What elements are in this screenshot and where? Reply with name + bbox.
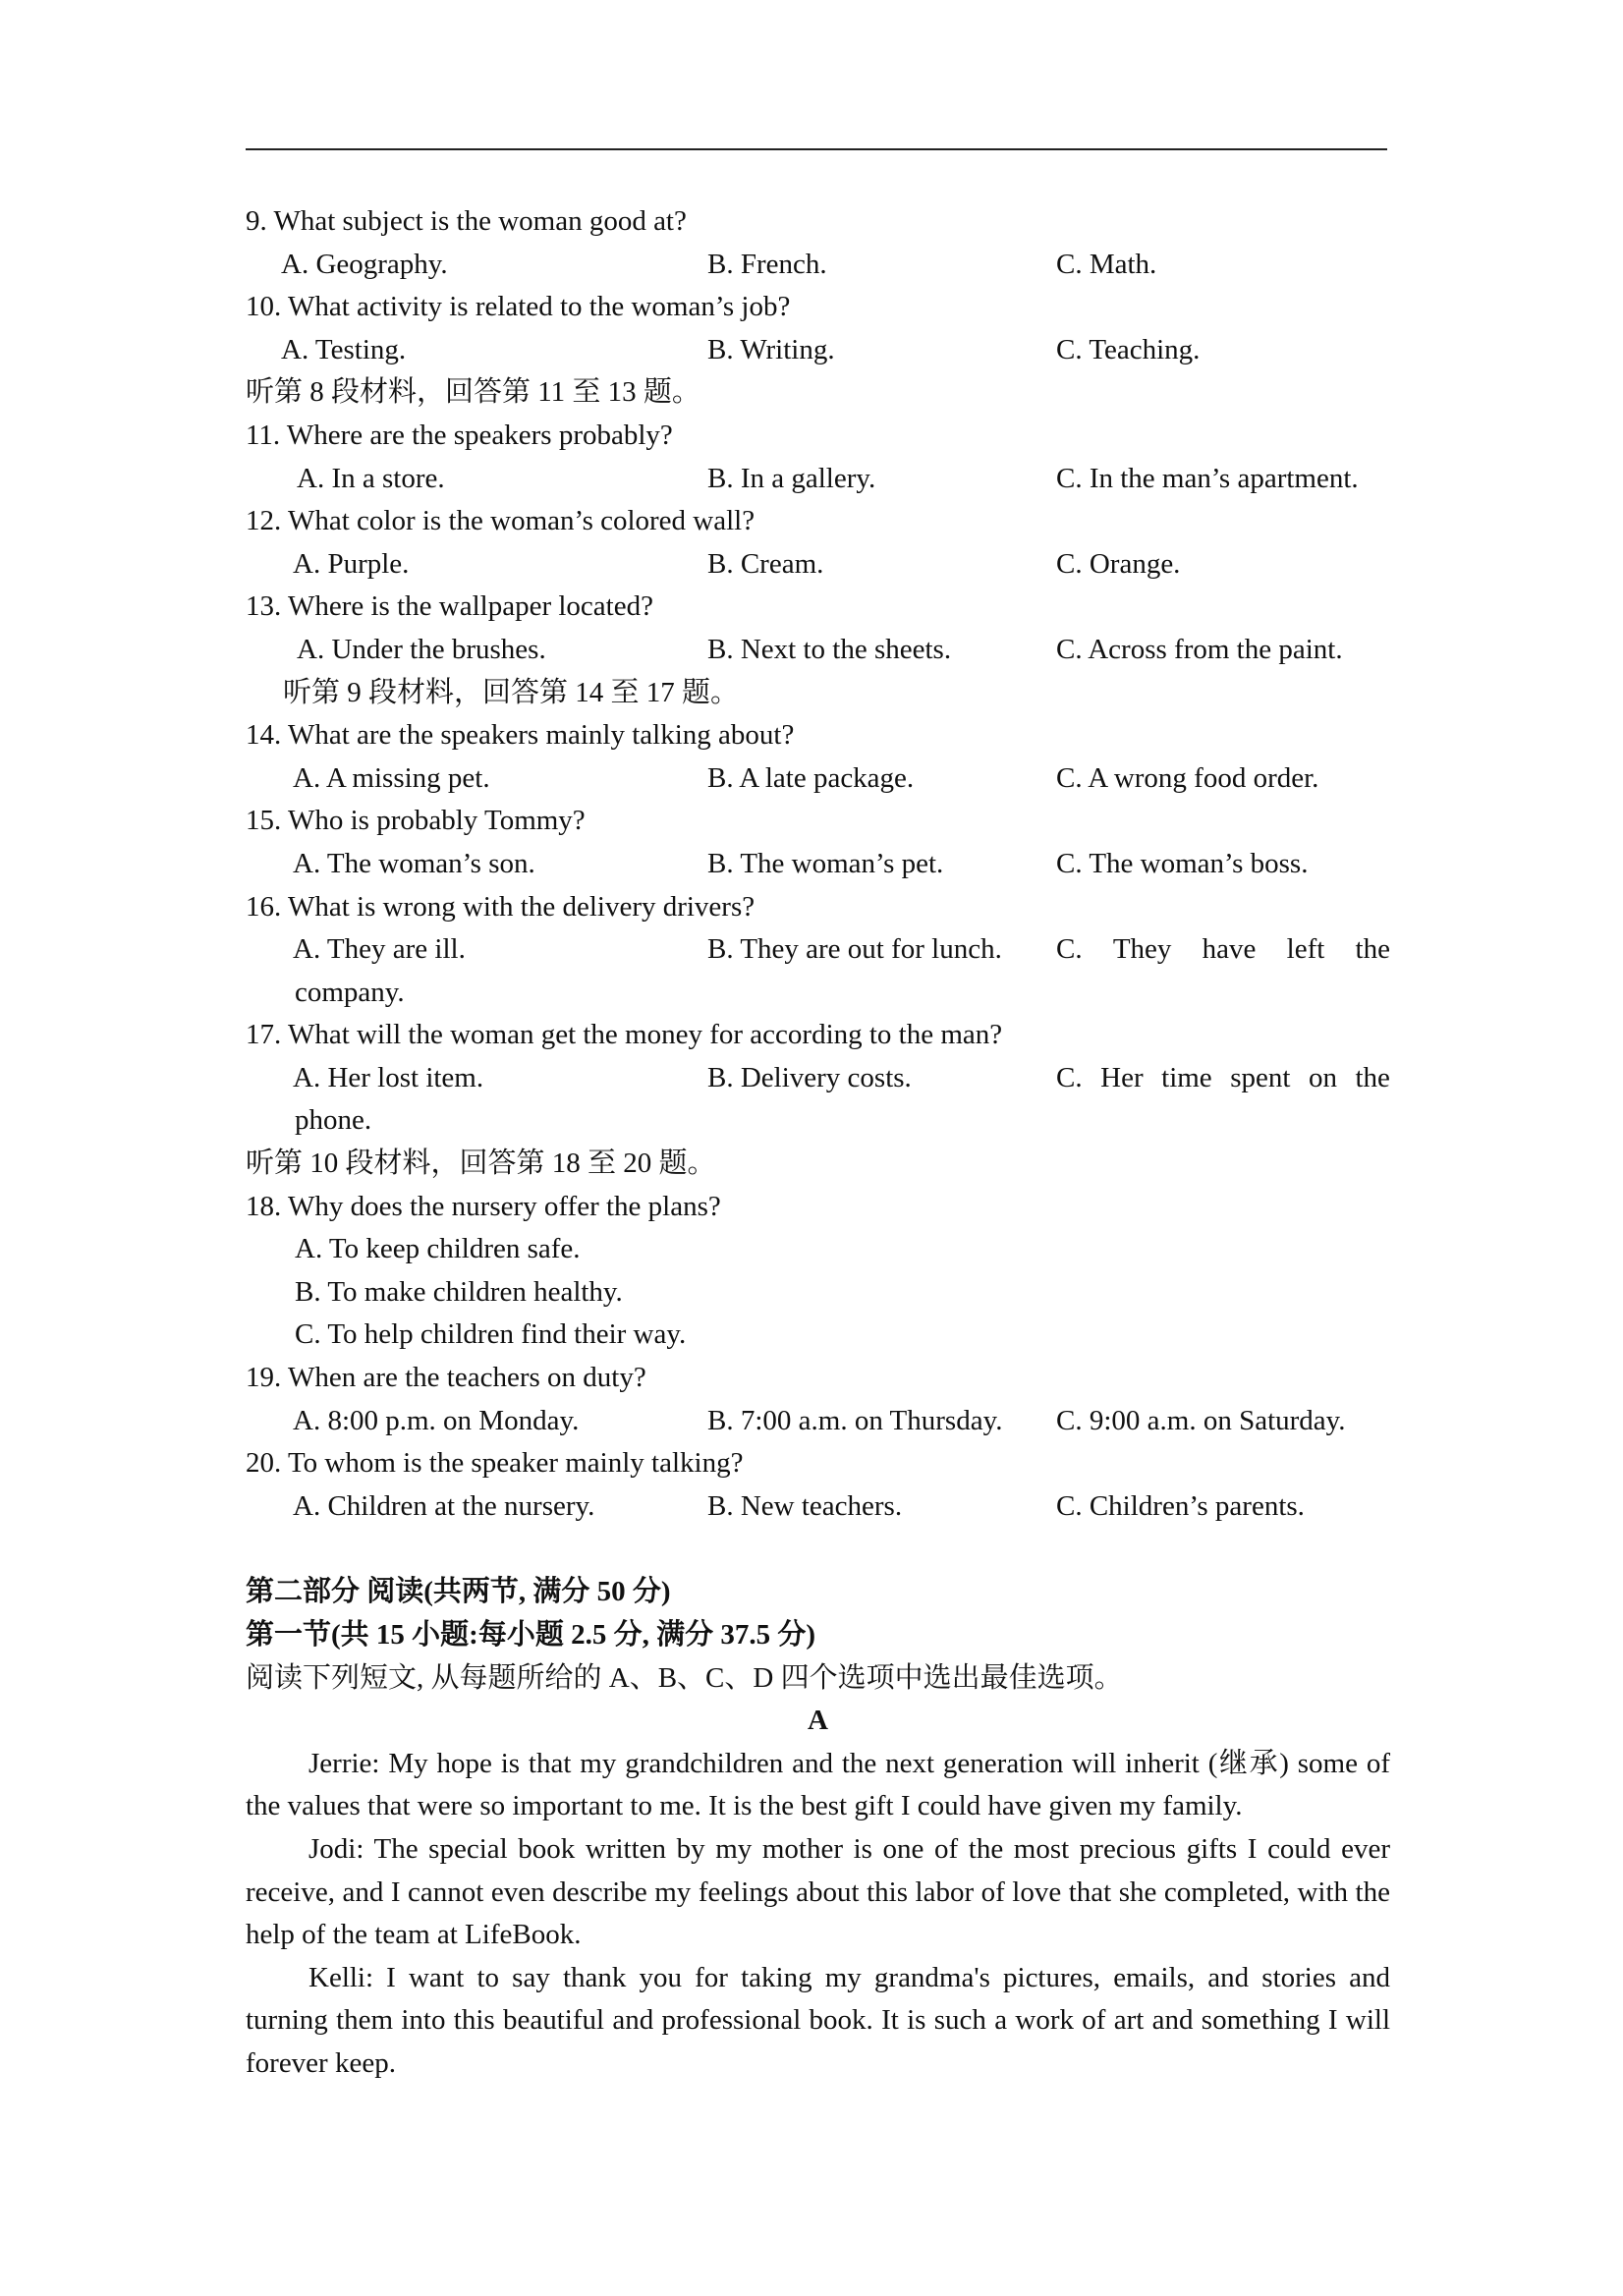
option-c: C. A wrong food order.	[1056, 761, 1319, 794]
question-19	[246, 1357, 1390, 1442]
passage-paragraph: Jodi: The special book written by my mother is one of the most precious gifts I could ever receive, and I cannot even describe my feelings about this labor of love that she completed, with the help of the team at LifeBook.	[246, 1832, 1390, 1951]
option-c: C. Orange.	[1056, 547, 1181, 580]
option-b: B. French.	[707, 248, 827, 280]
listening-note-9: 听第 9 段材料，回答第 14 至 17 题。	[283, 676, 740, 708]
question-20	[246, 1442, 1390, 1528]
question-stem: 14. What are the speakers mainly talking about?	[246, 719, 795, 752]
option-c-word: Her	[1100, 1061, 1144, 1093]
header-rule	[246, 148, 1387, 150]
option-a: A. To keep children safe.	[295, 1233, 581, 1265]
listening-note-8: 听第 8 段材料，回答第 11 至 13 题。	[246, 376, 700, 409]
question-11	[246, 415, 1390, 500]
question-18	[246, 1186, 1390, 1357]
option-c: C. Children’s parents.	[1056, 1489, 1305, 1522]
option-c-word: on	[1308, 1061, 1337, 1093]
question-10	[246, 286, 1390, 371]
question-12	[246, 500, 1390, 586]
question-stem: 15. Who is probably Tommy?	[246, 805, 586, 837]
option-b: B. New teachers.	[707, 1489, 903, 1522]
option-a: A. Her lost item.	[293, 1061, 484, 1093]
option-c: C. To help children find their way.	[295, 1318, 687, 1351]
question-15	[246, 800, 1390, 885]
question-stem: 13. Where is the wallpaper located?	[246, 590, 653, 623]
question-stem: 19. When are the teachers on duty?	[246, 1362, 646, 1394]
option-a: A. The woman’s son.	[293, 847, 535, 879]
passage-label: A	[808, 1705, 828, 1737]
question-stem: 18. Why does the nursery offer the plans?	[246, 1190, 721, 1222]
option-c-word: have	[1202, 933, 1257, 966]
question-17	[246, 1014, 1390, 1143]
question-14	[246, 714, 1390, 800]
question-stem: 16. What is wrong with the delivery drivers?	[246, 890, 756, 923]
option-b: B. The woman’s pet.	[707, 847, 944, 879]
option-c: C. The woman’s boss.	[1056, 847, 1309, 879]
option-c-word: C.	[1056, 933, 1083, 966]
option-b: B. They are out for lunch.	[707, 933, 1002, 966]
option-c: C. 9:00 a.m. on Saturday.	[1056, 1404, 1346, 1436]
section-instruction: 阅读下列短文, 从每题所给的 A、B、C、D 四个选项中选出最佳选项。	[246, 1661, 1123, 1694]
option-a: A. Purple.	[293, 547, 410, 580]
section-title: 第一节(共 15 小题:每小题 2.5 分, 满分 37.5 分)	[246, 1619, 815, 1651]
option-a: A. Geography.	[281, 248, 448, 280]
option-a: A. In a store.	[297, 462, 445, 494]
question-9	[246, 200, 1390, 286]
option-a: A. A missing pet.	[293, 761, 490, 794]
exam-content	[246, 200, 1390, 2086]
passage-paragraph: Kelli: I want to say thank you for taking my grandma's pictures, emails, and stories and turning them into this beautiful and professional book. It is such a work of art and something I will forever keep.	[246, 1961, 1390, 2079]
listening-note-10: 听第 10 段材料，回答第 18 至 20 题。	[246, 1148, 716, 1180]
option-b: B. Next to the sheets.	[707, 633, 952, 665]
part-title: 第二部分 阅读(共两节, 满分 50 分)	[246, 1576, 671, 1608]
option-a: A. They are ill.	[293, 933, 466, 966]
option-c-word: the	[1355, 933, 1390, 966]
option-c	[1056, 928, 1390, 972]
option-c-word: spent	[1230, 1061, 1291, 1093]
option-a: A. Children at the nursery.	[293, 1489, 595, 1522]
question-16	[246, 886, 1390, 1015]
option-c-word: time	[1161, 1061, 1212, 1093]
option-b: B. Delivery costs.	[707, 1061, 912, 1093]
question-stem: 9. What subject is the woman good at?	[246, 205, 687, 237]
option-b: B. A late package.	[707, 761, 915, 794]
option-c-word: left	[1286, 933, 1325, 966]
question-stem: 17. What will the woman get the money for according to the man?	[246, 1019, 1003, 1051]
question-stem: 10. What activity is related to the woman’s job?	[246, 291, 791, 323]
reading-section	[246, 1571, 1390, 2085]
question-stem: 11. Where are the speakers probably?	[246, 419, 673, 451]
question-13	[246, 586, 1390, 671]
option-a: A. Under the brushes.	[297, 633, 546, 665]
option-b: B. In a gallery.	[707, 462, 876, 494]
option-c	[1056, 1057, 1390, 1100]
option-b: B. Cream.	[707, 547, 824, 580]
option-a: A. Testing.	[281, 333, 407, 365]
option-a: A. 8:00 p.m. on Monday.	[293, 1404, 580, 1436]
option-continuation: company.	[295, 976, 405, 1008]
option-c: C. Teaching.	[1056, 333, 1201, 365]
option-b: B. 7:00 a.m. on Thursday.	[707, 1404, 1003, 1436]
option-b: B. To make children healthy.	[295, 1275, 623, 1308]
option-c-word: the	[1355, 1061, 1390, 1093]
question-stem: 20. To whom is the speaker mainly talking?	[246, 1447, 744, 1480]
question-stem: 12. What color is the woman’s colored wall?	[246, 505, 756, 537]
option-c: C. Math.	[1056, 248, 1157, 280]
option-c: C. In the man’s apartment.	[1056, 462, 1359, 494]
option-c-word: C.	[1056, 1061, 1083, 1093]
option-b: B. Writing.	[707, 333, 835, 365]
option-continuation: phone.	[295, 1104, 372, 1137]
option-c-word: They	[1112, 933, 1172, 966]
option-c: C. Across from the paint.	[1056, 633, 1343, 665]
passage-paragraph: Jerrie: My hope is that my grandchildren and the next generation will inherit (继承) some of the values that were so important to me. It is the best gift I could have given my family.	[246, 1747, 1390, 1822]
